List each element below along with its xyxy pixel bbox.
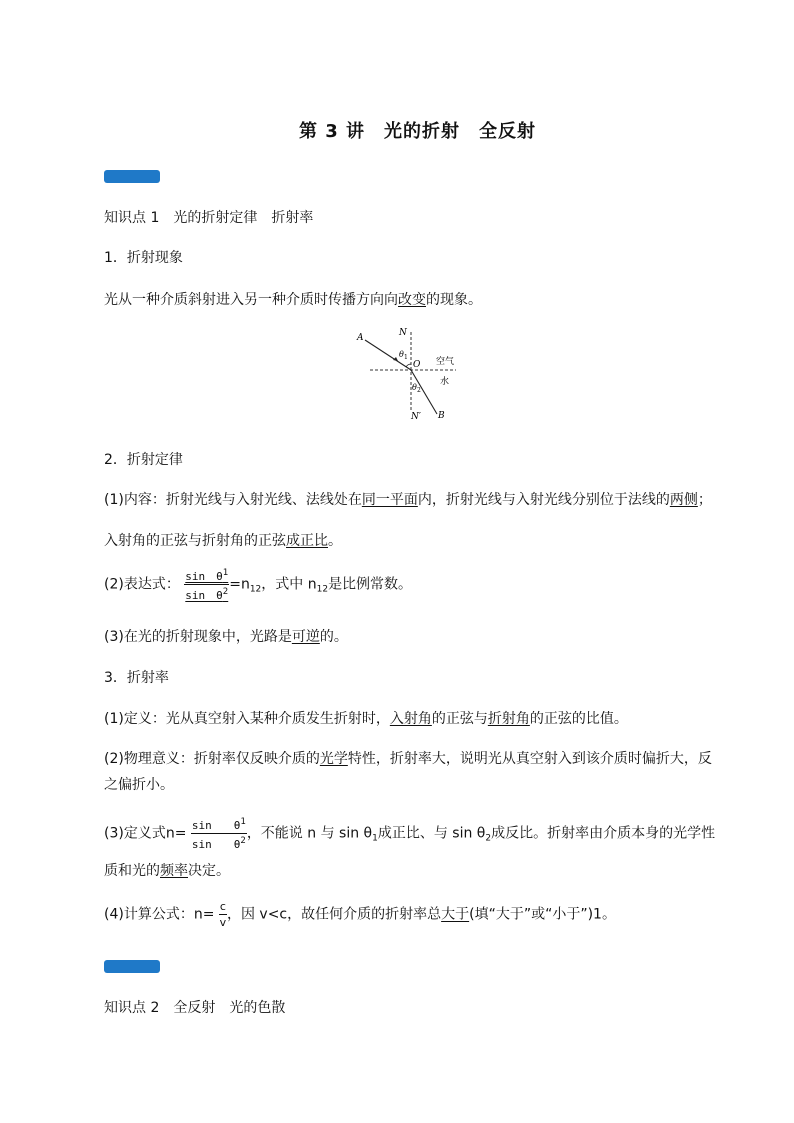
label-theta2-sub: 2 [417, 387, 421, 394]
speed-ratio-fraction [219, 900, 227, 929]
text-part: 的正弦与 [431, 711, 488, 727]
knowledge-point-2-heading: 知识点 2 全反射 光的色散 [104, 1000, 286, 1016]
answer-blank: 成正比 [286, 533, 328, 549]
answer-blank: 改变 [398, 292, 426, 308]
text-part: 的。 [319, 629, 348, 645]
label-theta1: θ [399, 350, 404, 359]
answer-blank: 入射角 [389, 711, 432, 727]
fraction-numerator: sin $\theta^1$ [185, 568, 229, 583]
refraction-phenomenon-heading: 1．折射现象 [104, 250, 183, 266]
text-part: 特性，折射率大，说明光从真空射入到该介质时偏折大，反 [347, 751, 712, 767]
meaning-line2: 之偏折小。 [104, 777, 174, 793]
label-n-prime: N′ [411, 412, 421, 421]
fraction-denominator: sin $\theta^2$ [185, 587, 229, 602]
knowledge-point-1-heading: 知识点 1 光的折射定律 折射率 [104, 210, 314, 226]
refractive-index-heading: 3．折射率 [104, 670, 169, 686]
text-part: 的正弦的比值。 [529, 711, 628, 727]
text-part: (3)在光的折射现象中，光路是 [104, 629, 292, 645]
label-air: 空气 [436, 357, 455, 367]
text-part: (2)物理意义：折射率仅反映介质的 [104, 751, 320, 767]
fraction-numerator: sin $\theta^1$ [191, 817, 246, 832]
section-marker-2 [104, 960, 160, 973]
answer-blank: 两侧 [669, 492, 698, 508]
label-theta2: θ [412, 383, 417, 392]
text-part: ，不能说 n 与 sin θ [246, 825, 373, 842]
text-part: ，因 v<c，故任何介质的折射率总 [226, 906, 442, 923]
fraction-denominator: sin $\theta^2$ [191, 836, 246, 851]
text-part: (4)计算公式：n= [104, 906, 215, 923]
label-a: A [357, 333, 364, 343]
answer-blank: 可逆 [291, 629, 320, 645]
reversibility-text [104, 626, 348, 646]
text-part: (1)定义：光从真空射入某种介质发生折射时， [104, 711, 390, 727]
refracted-arc [406, 364, 411, 367]
text-part: 质和光的 [104, 863, 160, 879]
text-part: 决定。 [188, 863, 230, 879]
answer-blank: 同一平面 [361, 492, 418, 508]
label-water: 水 [440, 377, 450, 387]
text-part: 入射角的正弦与折射角的正弦 [104, 533, 286, 549]
definition-formula-line2 [104, 860, 230, 880]
text-part: 成正比、与 sin θ [377, 825, 486, 842]
definition-text [104, 708, 628, 728]
definition-formula [104, 816, 715, 851]
law-content-line2 [104, 530, 342, 550]
refraction-phenomenon-text [104, 289, 482, 309]
text-part: (2)表达式： [104, 576, 180, 593]
text-part: ，式中 n [261, 576, 317, 593]
refraction-law-heading: 2．折射定律 [104, 452, 183, 468]
calculation-formula [104, 900, 616, 929]
fraction-denominator: v [219, 916, 227, 929]
label-o: O [413, 360, 421, 370]
subscript: 12 [316, 584, 329, 595]
text-part: 。 [328, 533, 342, 549]
text-part: 光从一种介质斜射进入另一种介质时传播方向向 [104, 292, 398, 308]
text-part: (1)内容：折射光线与入射光线、法线处在 [104, 492, 362, 508]
text-part: 成反比。折射率由介质本身的光学性 [491, 825, 716, 842]
label-theta1-sub: 1 [404, 354, 408, 361]
subscript: 1 [372, 833, 378, 844]
refraction-diagram [354, 326, 464, 421]
text-part: 的现象。 [426, 292, 482, 308]
answer-blank: 光学 [319, 751, 348, 767]
page-title: 第 3 讲 光的折射 全反射 [299, 121, 537, 142]
subscript: 12 [249, 584, 262, 595]
refracted-ray [411, 370, 437, 414]
text-part: 是比例常数。 [328, 576, 413, 593]
text-part: (3)定义式n= [104, 825, 187, 842]
text-part: 内，折射光线与入射光线分别位于法线的 [417, 492, 670, 508]
label-b: B [438, 411, 445, 421]
answer-blank: 频率 [160, 863, 188, 879]
subscript: 2 [485, 833, 492, 844]
definition-fraction [191, 816, 247, 851]
answer-blank: 折射角 [487, 711, 530, 727]
law-expression [104, 567, 412, 602]
answer-blank: 大于 [441, 906, 470, 923]
label-n: N [399, 328, 407, 338]
text-part: ； [697, 492, 712, 508]
meaning-line1 [104, 748, 712, 768]
sine-ratio-fraction [184, 567, 229, 602]
text-part: =n [229, 576, 250, 593]
law-content-line1 [104, 489, 712, 509]
section-marker-1 [104, 170, 160, 183]
fraction-numerator: c [219, 900, 226, 913]
text-part: (填“大于”或“小于”)1。 [469, 906, 616, 923]
